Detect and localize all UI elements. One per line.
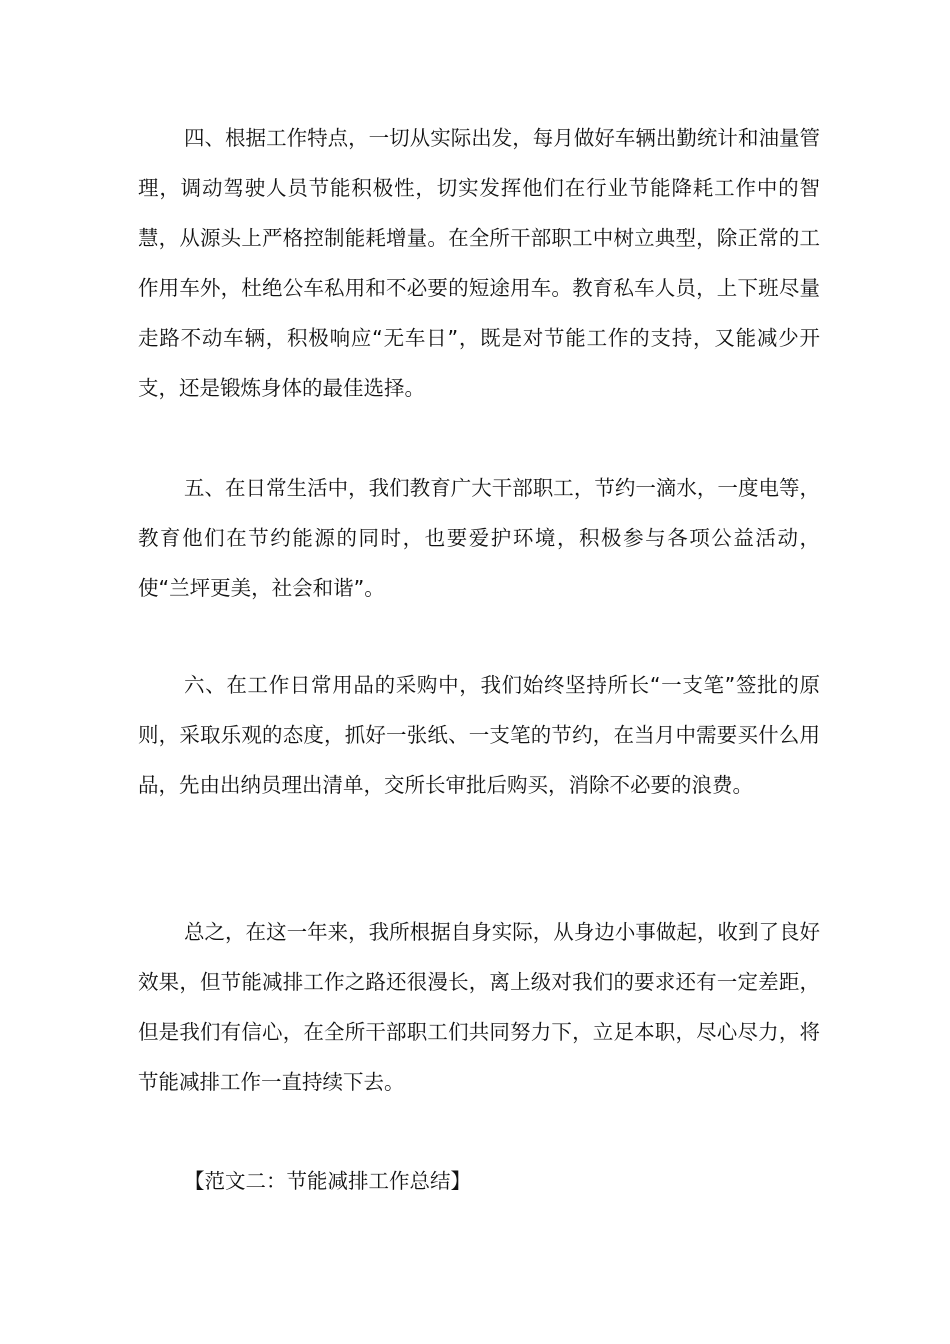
paragraph-procurement: 六、在工作日常用品的采购中，我们始终坚持所长“一支笔”签批的原则，采取乐观的态度，抓好一张纸、一支笔的节约，在当月中需要买什么用品，先由出纳员理出清单，交所长审批后购买，消除不必要的浪费。 <box>138 673 820 797</box>
paragraph-conclusion: 总之，在这一年来，我所根据自身实际，从身边小事做起，收到了良好效果，但节能减排工作之路还很漫长，离上级对我们的要求还有一定差距，但是我们有信心，在全所干部职工们共同努力下，立足本职，尽心尽力，将节能减排工作一直持续下去。 <box>138 920 820 1094</box>
section-heading: 【范文二：节能减排工作总结】 <box>184 1169 471 1193</box>
paragraph-vehicle-management: 四、根据工作特点，一切从实际出发，每月做好车辆出勤统计和油量管理，调动驾驶人员节能积极性，切实发挥他们在行业节能降耗工作中的智慧，从源头上严格控制能耗增量。在全所干部职工中树立典型，除正常的工作用车外，杜绝公车私用和不必要的短途用车。教育私车人员，上下班尽量走路不动车辆，积极响应“无车日”，既是对节能工作的支持，又能减少开支，还是锻炼身体的最佳选择。 <box>138 126 820 400</box>
paragraph-daily-life: 五、在日常生活中，我们教育广大干部职工，节约一滴水，一度电等，教育他们在节约能源的同时，也要爱护环境，积极参与各项公益活动，使“兰坪更美，社会和谐”。 <box>138 476 820 600</box>
